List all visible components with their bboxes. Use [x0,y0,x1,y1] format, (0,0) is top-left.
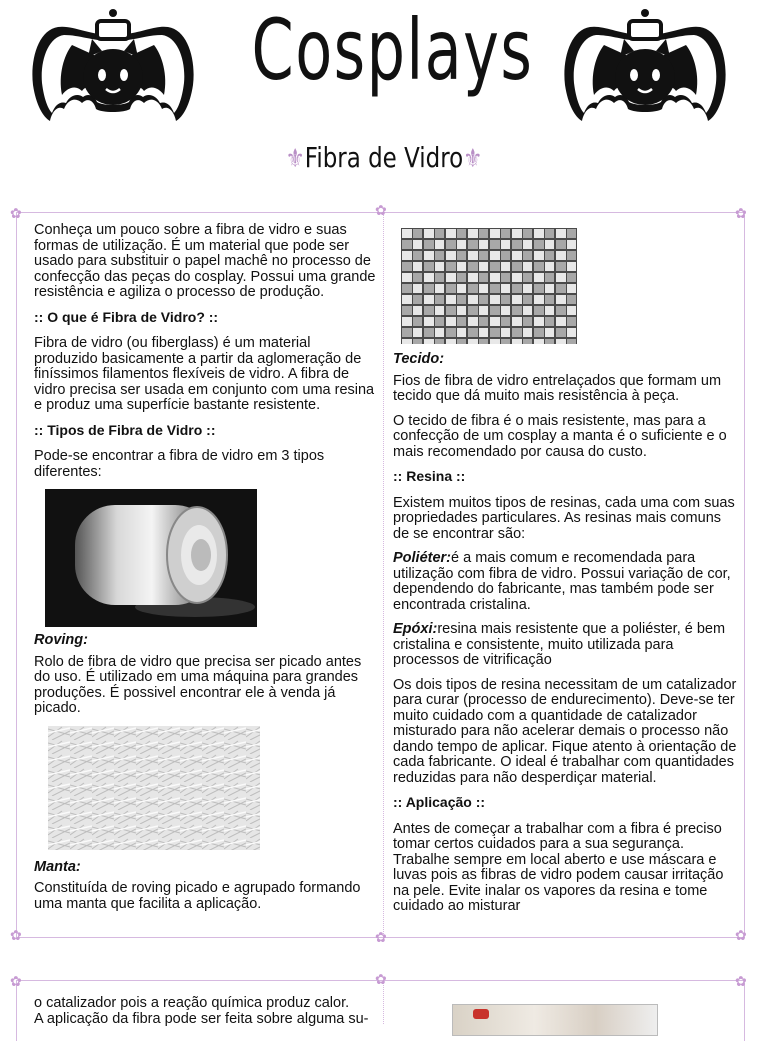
fleur-de-lis-icon: ⚜ [463,144,483,174]
ornament-icon: ✿ [375,929,387,945]
ornament-icon: ✿ [735,927,747,943]
section-heading-what: :: O que é Fibra de Vidro? :: [34,308,219,325]
application-photo-image [452,1004,658,1036]
column-divider [383,212,384,936]
what-paragraph: Fibra de vidro (ou fiberglass) é um material produzido basicamente a partir da aglomeração de finíssimos filamentos flexíveis de vidro. A fibra de vidro precisa ser usada em conjunto com uma resina e produz uma superfície bastante resistente. [34,335,375,413]
page2-left-column [34,996,376,1027]
bat-mascot-icon [28,5,198,130]
epoxi-label: Epóxi: [393,621,438,637]
section-heading-resina: :: Resina :: [393,468,466,484]
ornament-icon: ✿ [375,971,387,987]
aplicacao-paragraph: Antes de começar a trabalhar com a fibra é preciso tomar certos cuidados para a sua segurança. Trabalhe sempre em local aberto e use máscara e luvas pois as fibras de vidro podem causar irritação na pele. Evite inalar os vapores da resina e tome cuidado ao misturar [393,820,724,914]
page2-line: A aplicação da fibra pode ser feita sobre alguma su- [34,1010,369,1027]
photo-detail [473,1009,489,1019]
page-title: Cosplays [251,1,534,99]
ornament-icon: ✿ [735,973,747,989]
subtitle-text: Fibra de Vidro [304,141,464,174]
manta-paragraph: Constituída de roving picado e agrupado formando uma manta que facilita a aplicação. [34,880,361,912]
page2-line: o catalizador pois a reação química produz calor. [34,995,350,1011]
manta-mat-image [48,726,260,850]
roving-paragraph: Rolo de fibra de vidro que precisa ser picado antes do uso. É utilizado em uma máquina para grandes produções. É possivel encontrar ele à venda já picado. [34,653,362,716]
polieter-text: é a mais comum e recomendada para utilização com fibra de vidro. Possui variação de cor, dependendo do fabricante, mas também pode ser encontrada cristalina. [393,550,731,613]
tecido-paragraph: Fios de fibra de vidro entrelaçados que formam um tecido que dá muito mais resistência à peça. [393,372,722,404]
intro-paragraph: Conheça um pouco sobre a fibra de vidro e suas formas de utilização. É um material que pode ser usado para substituir o papel machê no processo de confecção das peças do cosplay. Possui uma grande resistência e agiliza o processo de produção. [34,222,376,300]
tecido-paragraph-2: O tecido de fibra é o mais resistente, mas para a confecção de um cosplay a manta é o suficiente e o mais recomendado por causa do custo. [393,412,727,460]
roving-label: Roving: [34,632,88,648]
ornament-icon: ✿ [10,205,22,221]
polieter-paragraph [393,551,739,613]
right-column [393,228,739,924]
ornament-icon: ✿ [375,202,387,218]
catalizador-paragraph: Os dois tipos de resina necessitam de um catalizador para curar (processo de endurecimento). Deve-se ter muito cuidado com a quantidade de catalizador misturado para não acelerar demais o processo não dando tempo de aplicar. Fique atento à orientação de cada fabricante. O ideal é trabalhar com quantidades reduzidas para não desperdiçar material. [393,676,737,786]
ornament-icon: ✿ [10,927,22,943]
epoxi-paragraph [393,622,739,669]
tecido-label: Tecido: [393,351,445,367]
resina-paragraph: Existem muitos tipos de resinas, cada uma com suas propriedades particulares. As resinas mais comuns de se encontrar são: [393,494,735,542]
epoxi-text: resina mais resistente que a poliéster, é bem cristalina e consistente, muito utilizada para processos de vitrificação [393,621,726,668]
roving-spool-image [45,489,257,627]
ornament-icon: ✿ [735,205,747,221]
section-heading-types: :: Tipos de Fibra de Vidro :: [34,421,216,438]
bat-mascot-icon [560,5,730,130]
polieter-label: Poliéter: [393,550,452,566]
manta-label: Manta: [34,858,81,875]
section-heading-aplicacao: :: Aplicação :: [393,794,486,810]
page-subtitle [261,140,507,177]
ornament-icon: ✿ [10,973,22,989]
left-column [34,223,376,921]
types-paragraph: Pode-se encontrar a fibra de vidro em 3 tipos diferentes: [34,448,325,480]
tecido-fabric-image [401,228,577,344]
fleur-de-lis-icon: ⚜ [285,144,305,174]
